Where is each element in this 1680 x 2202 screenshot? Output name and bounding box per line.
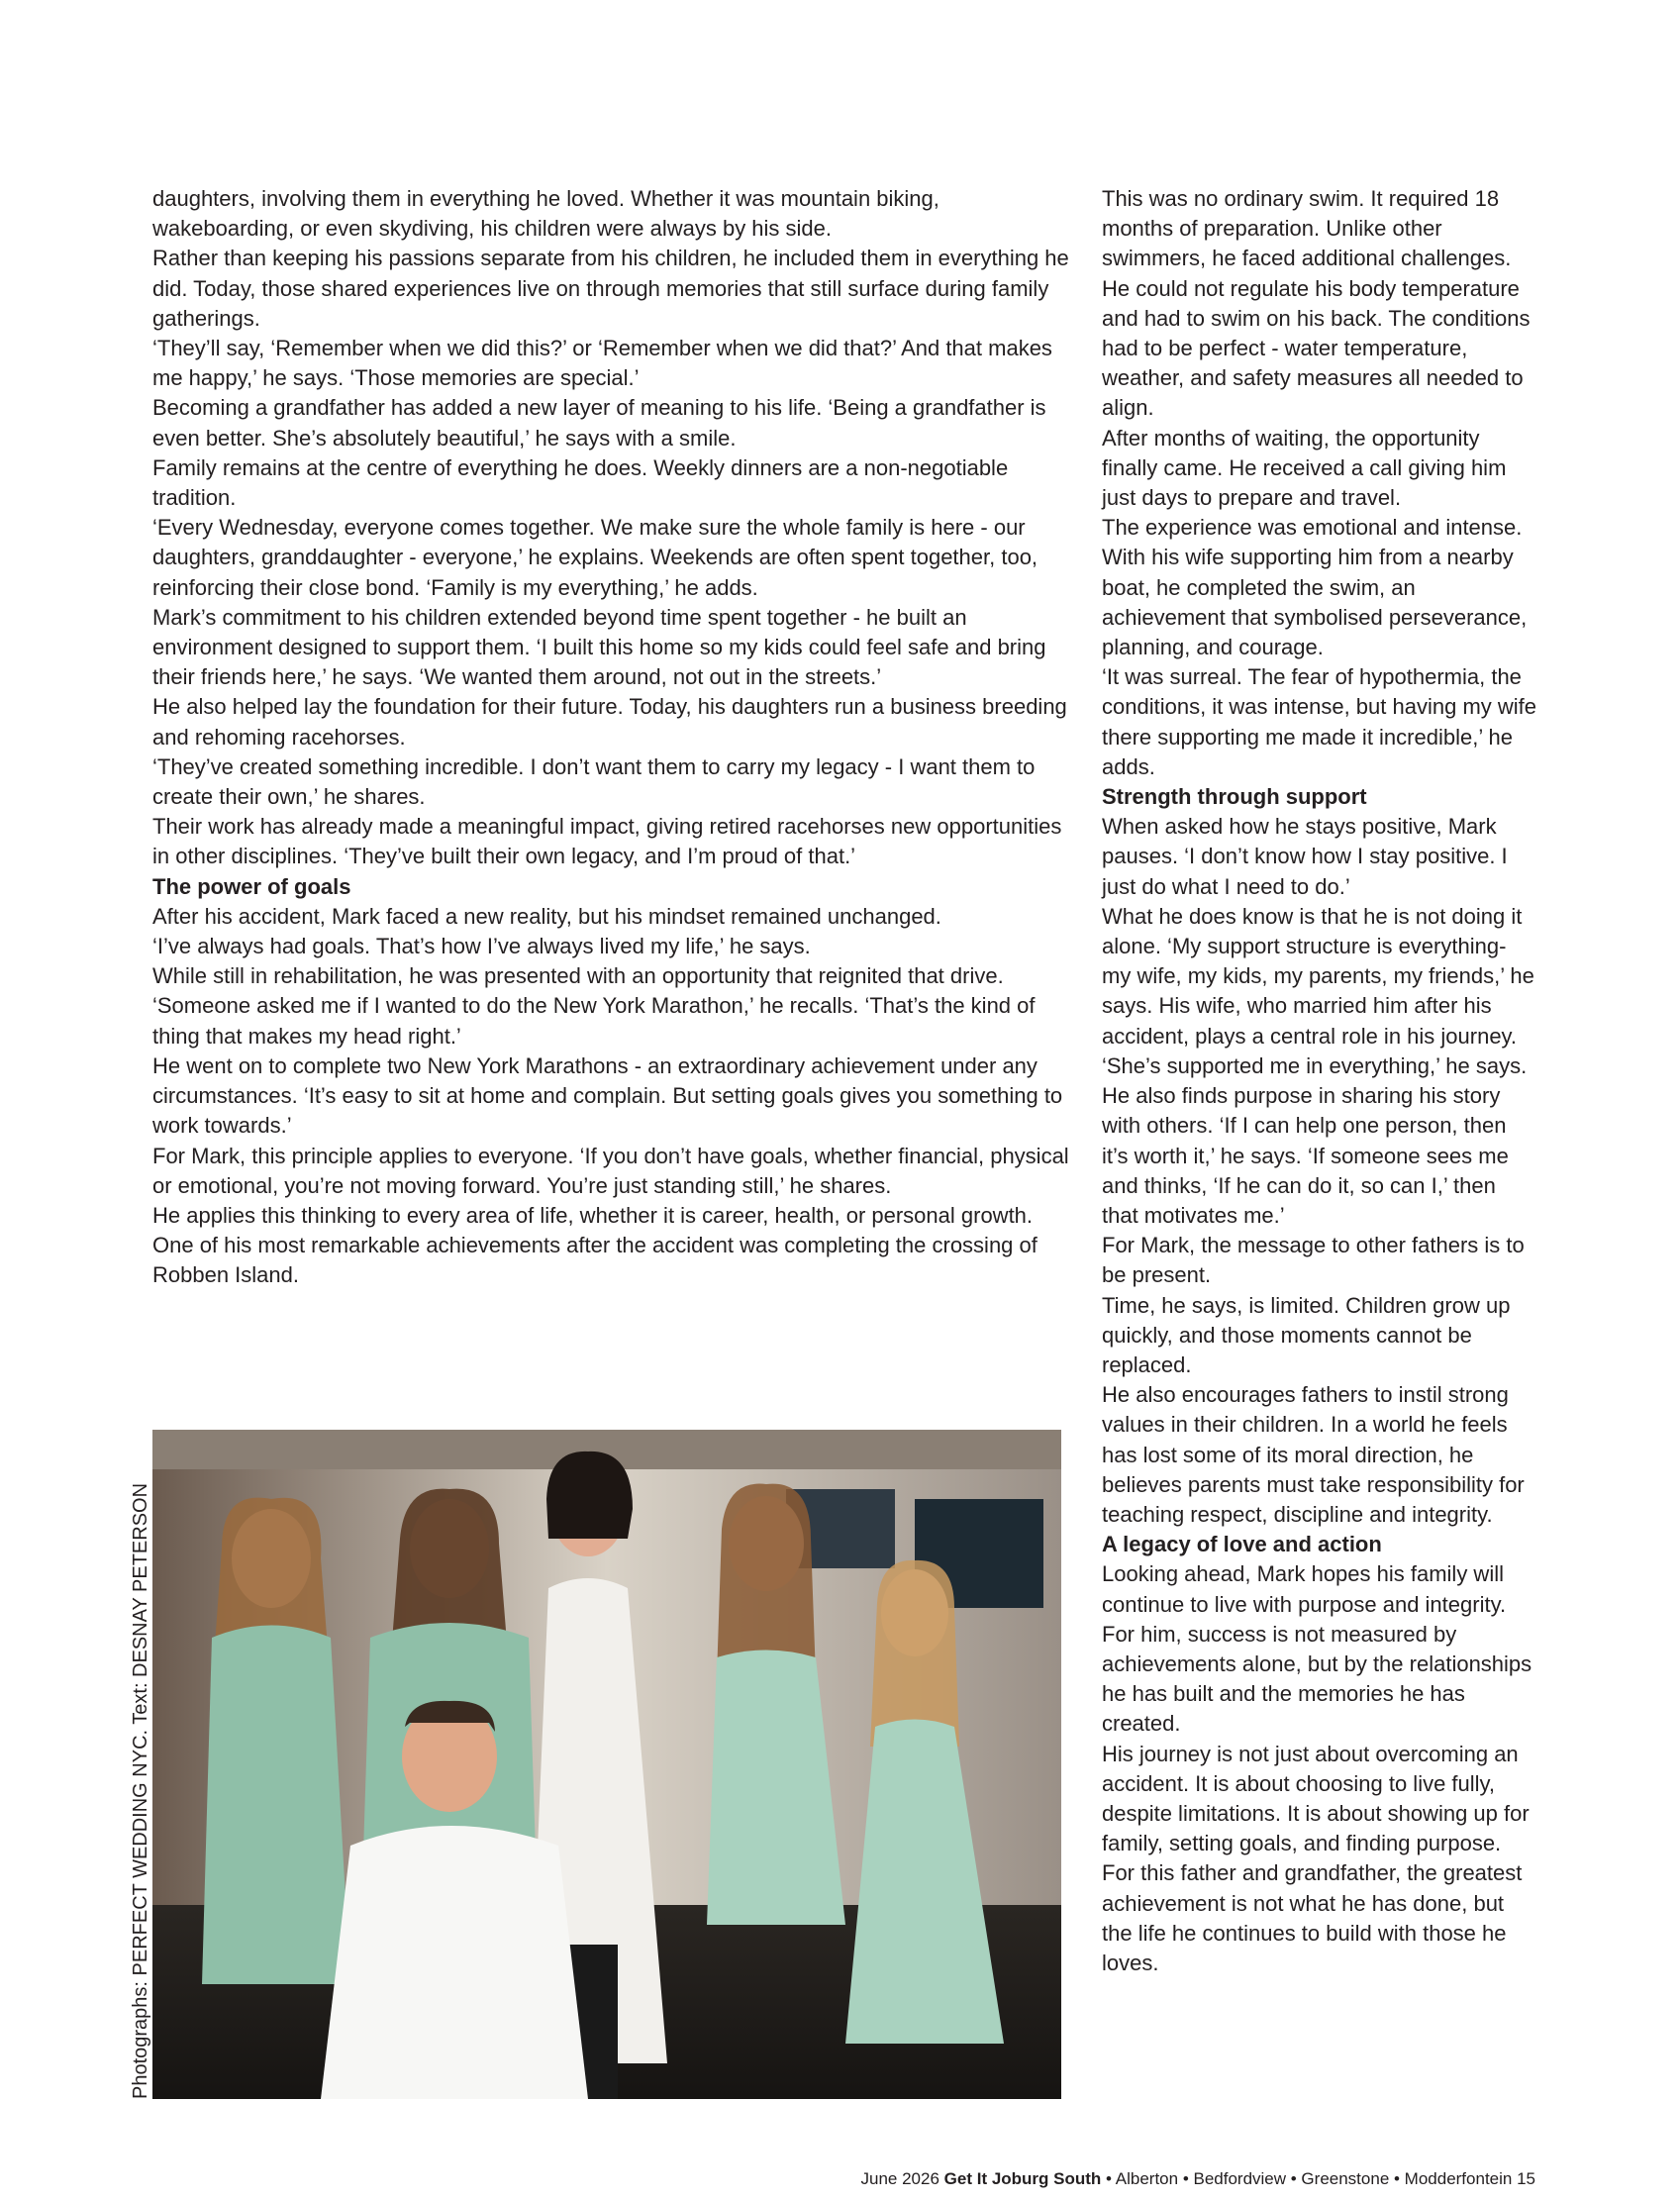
paragraph: Their work has already made a meaningful impact, giving retired racehorses new opportunities in other disciplines. ‘They’ve built their own legacy, and I’m proud of that.’ <box>152 814 1062 869</box>
article-right-column <box>1102 184 1537 1978</box>
footer-areas: • Alberton • Bedfordview • Greenstone • Modderfontein <box>1101 2169 1518 2188</box>
paragraph: What he does know is that he is not doing it alone. ‘My support structure is everything- my wife, my kids, my parents, my friends,’ he says. His wife, who married him after his accident, plays a central role in his journey. ‘She’s supported me in everything,’ he says. <box>1102 903 1534 1078</box>
paragraph: ‘They’ll say, ‘Remember when we did this?’ or ‘Remember when we did that?’ And that makes me happy,’ he says. ‘Those memories are special.’ <box>152 336 1052 391</box>
paragraph: He applies this thinking to every area of life, whether it is career, health, or personal growth. <box>152 1202 1034 1228</box>
paragraph: Family remains at the centre of everything he does. Weekly dinners are a non-negotiable tradition. <box>152 454 1009 511</box>
paragraph: daughters, involving them in everything he loved. Whether it was mountain biking, wakeboarding, or even skydiving, his children were always by his side. <box>152 186 939 242</box>
footer-date: June 2026 <box>860 2169 939 2188</box>
paragraph: ‘It was surreal. The fear of hypothermia, the conditions, it was intense, but having my wife there supporting me made it incredible,’ he adds. <box>1102 664 1537 779</box>
section-heading: Strength through support <box>1102 784 1367 810</box>
paragraph: Looking ahead, Mark hopes his family will continue to live with purpose and integrity. <box>1102 1561 1507 1617</box>
section-heading: A legacy of love and action <box>1102 1532 1382 1557</box>
paragraph: He also encourages fathers to instil strong values in their children. In a world he feels has lost some of its moral direction, he believes parents must take responsibility for teaching respect, discipline and integrity. <box>1102 1382 1525 1527</box>
footer-publication: Get It Joburg South <box>943 2169 1102 2188</box>
paragraph: Time, he says, is limited. Children grow up quickly, and those moments cannot be replaced. <box>1102 1292 1511 1377</box>
footer-page-number: 15 <box>1517 2169 1535 2188</box>
paragraph: Becoming a grandfather has added a new layer of meaning to his life. ‘Being a grandfather is even better. She’s absolutely beautiful,’ he says with a smile. <box>152 395 1046 450</box>
paragraph: After his accident, Mark faced a new reality, but his mindset remained unchanged. <box>152 903 941 929</box>
paragraph: For him, success is not measured by achievements alone, but by the relationships he has built and the memories he has created. <box>1102 1621 1532 1737</box>
paragraph: For this father and grandfather, the greatest achievement is not what he has done, but the life he continues to build with those he loves. <box>1102 1860 1523 1975</box>
paragraph: For Mark, this principle applies to everyone. ‘If you don’t have goals, whether financial, physical or emotional, you’re not moving forward. You’re just standing still,’ he shares. <box>152 1143 1069 1198</box>
paragraph: While still in rehabilitation, he was presented with an opportunity that reignited that drive. <box>152 963 1004 989</box>
family-photo-illustration <box>152 1430 1061 2099</box>
page-footer <box>861 2168 1535 2190</box>
paragraph: The experience was emotional and intense. With his wife supporting him from a nearby boat, he completed the swim, an achievement that symbolised perseverance, planning, and courage. <box>1102 515 1528 660</box>
paragraph: He also finds purpose in sharing his story with others. ‘If I can help one person, then it’s worth it,’ he says. ‘If someone sees me and thinks, ‘If he can do it, so can I,’ then that motivates me.’ <box>1102 1083 1509 1228</box>
paragraph: When asked how he stays positive, Mark pauses. ‘I don’t know how I stay positive. I just do what I need to do.’ <box>1102 814 1508 899</box>
paragraph: He went on to complete two New York Marathons - an extraordinary achievement under any circumstances. ‘It’s easy to sit at home and complain. But setting goals gives you something to work towards.’ <box>152 1052 1063 1139</box>
paragraph: ‘They’ve created something incredible. I don’t want them to carry my legacy - I want them to create their own,’ he shares. <box>152 753 1036 810</box>
paragraph: This was no ordinary swim. It required 18 months of preparation. Unlike other swimmers, he faced additional challenges. He could not regulate his body temperature and had to swim on his back. The conditions had to be perfect - water temperature, weather, and safety measures all needed to align. <box>1102 186 1531 421</box>
paragraph: ‘Someone asked me if I wanted to do the New York Marathon,’ he recalls. ‘That’s the kind of thing that makes my head right.’ <box>152 993 1036 1049</box>
paragraph: He also helped lay the foundation for their future. Today, his daughters run a business breeding and rehoming racehorses. <box>152 694 1067 750</box>
paragraph: For Mark, the message to other fathers is to be present. <box>1102 1233 1525 1288</box>
section-heading: The power of goals <box>152 873 351 899</box>
paragraph: His journey is not just about overcoming an accident. It is about choosing to live fully, despite limitations. It is about showing up for family, setting goals, and finding purpose. <box>1102 1741 1530 1856</box>
paragraph: Mark’s commitment to his children extended beyond time spent together - he built an environment designed to support them. ‘I built this home so my kids could feel safe and bring their friends here,’ he says. ‘We wanted them around, not out in the streets.’ <box>152 604 1046 690</box>
paragraph: One of his most remarkable achievements after the accident was completing the crossing of Robben Island. <box>152 1233 1038 1288</box>
photo-credit: Photographs: PERFECT WEDDING NYC. Text: DESNAY PETERSON <box>130 1482 151 2099</box>
paragraph: Rather than keeping his passions separate from his children, he included them in everything he did. Today, those shared experiences live on through memories that still surface during family gatherings. <box>152 246 1069 331</box>
paragraph: After months of waiting, the opportunity finally came. He received a call giving him just days to prepare and travel. <box>1102 425 1507 511</box>
article-left-column <box>152 184 1073 1291</box>
paragraph: ‘I’ve always had goals. That’s how I’ve always lived my life,’ he says. <box>152 934 811 959</box>
paragraph: ‘Every Wednesday, everyone comes together. We make sure the whole family is here - our daughters, granddaughter - everyone,’ he explains. Weekends are often spent together, too, reinforcing their close bond. ‘Family is my everything,’ he adds. <box>152 515 1038 600</box>
family-photo <box>152 1430 1061 2099</box>
